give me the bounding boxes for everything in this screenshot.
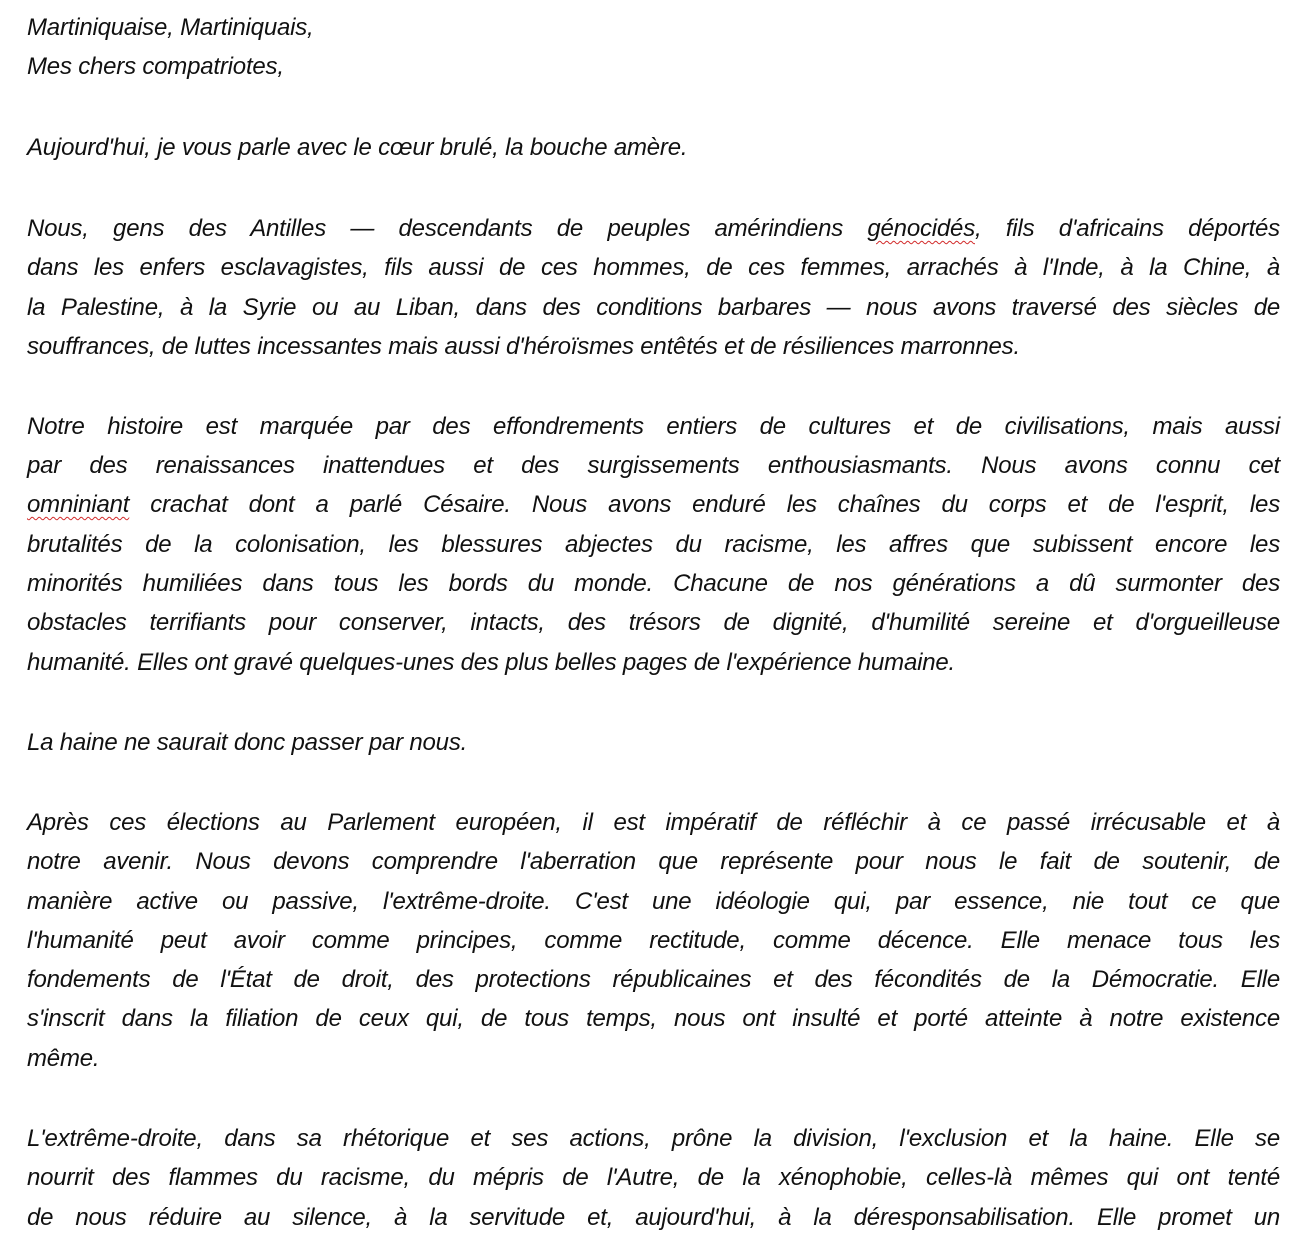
salutation-line-2: Mes chers compatriotes,: [27, 53, 284, 80]
paragraph-line: même.: [27, 1045, 100, 1072]
paragraph-line: [27, 209, 1280, 248]
paragraph-line: s'inscrit dans la filiation de ceux qui, de tous temps, nous ont insulté et porté atteinte à notre existence: [27, 1005, 1280, 1032]
paragraph-line: minorités humiliées dans tous les bords du monde. Chacune de nos générations a dû surmonter des: [27, 570, 1280, 597]
paragraph-line: dans les enfers esclavagistes, fils aussi de ces hommes, de ces femmes, arrachés à l'Inde, à la Chine, à: [27, 254, 1280, 281]
paragraph-line: brutalités de la colonisation, les blessures abjectes du racisme, les affres que subissent encore les: [27, 531, 1280, 558]
text-segment: crachat dont a parlé Césaire. Nous avons enduré les chaînes du corps et de l'esprit, les: [129, 491, 1280, 518]
paragraph-line: notre avenir. Nous devons comprendre l'aberration que représente pour nous le fait de soutenir, de: [27, 848, 1280, 875]
spellcheck-flagged-word[interactable]: omniniant: [27, 491, 130, 518]
paragraph-line: nourrit des flammes du racisme, du mépris de l'Autre, de la xénophobie, celles-là mêmes qui ont tenté: [27, 1164, 1280, 1191]
paragraph-3: La haine ne saurait donc passer par nous.: [27, 729, 468, 756]
spellcheck-flagged-word[interactable]: génocidés: [867, 215, 975, 242]
paragraph-line: par des renaissances inattendues et des surgissements enthousiasmants. Nous avons connu cet: [27, 452, 1280, 479]
paragraph-line: obstacles terrifiants pour conserver, intacts, des trésors de dignité, d'humilité sereine et d'orgueilleuse: [27, 609, 1280, 636]
text-segment: Nous, gens des Antilles — descendants de peuples amérindiens: [27, 215, 868, 242]
paragraph-line: la Palestine, à la Syrie ou au Liban, dans des conditions barbares — nous avons traversé des siècles de: [27, 294, 1280, 321]
paragraph-line: manière active ou passive, l'extrême-droite. C'est une idéologie qui, par essence, nie tout ce que: [27, 888, 1280, 915]
paragraph-line: L'extrême-droite, dans sa rhétorique et ses actions, prône la division, l'exclusion et la haine. Elle se: [27, 1125, 1280, 1152]
paragraph-line: souffrances, de luttes incessantes mais aussi d'héroïsmes entêtés et de résiliences marronnes.: [27, 333, 1020, 360]
paragraph-line: [27, 485, 1280, 524]
paragraph-line: Après ces élections au Parlement européen, il est impératif de réfléchir à ce passé irrécusable et à: [27, 809, 1280, 836]
text-segment: , fils d'africains déportés: [975, 215, 1280, 242]
paragraph-line: l'humanité peut avoir comme principes, comme rectitude, comme décence. Elle menace tous les: [27, 927, 1280, 954]
opening-sentence: Aujourd'hui, je vous parle avec le cœur brulé, la bouche amère.: [27, 134, 688, 161]
paragraph-line: fondements de l'État de droit, des protections républicaines et des fécondités de la Démocratie. Elle: [27, 966, 1280, 993]
salutation-line-1: Martiniquaise, Martiniquais,: [27, 14, 314, 41]
paragraph-line: Notre histoire est marquée par des effondrements entiers de cultures et de civilisations, mais aussi: [27, 413, 1280, 440]
paragraph-line: de nous réduire au silence, à la servitude et, aujourd'hui, à la déresponsabilisation. Elle promet un: [27, 1204, 1280, 1231]
paragraph-line: humanité. Elles ont gravé quelques-unes des plus belles pages de l'expérience humaine.: [27, 649, 955, 676]
